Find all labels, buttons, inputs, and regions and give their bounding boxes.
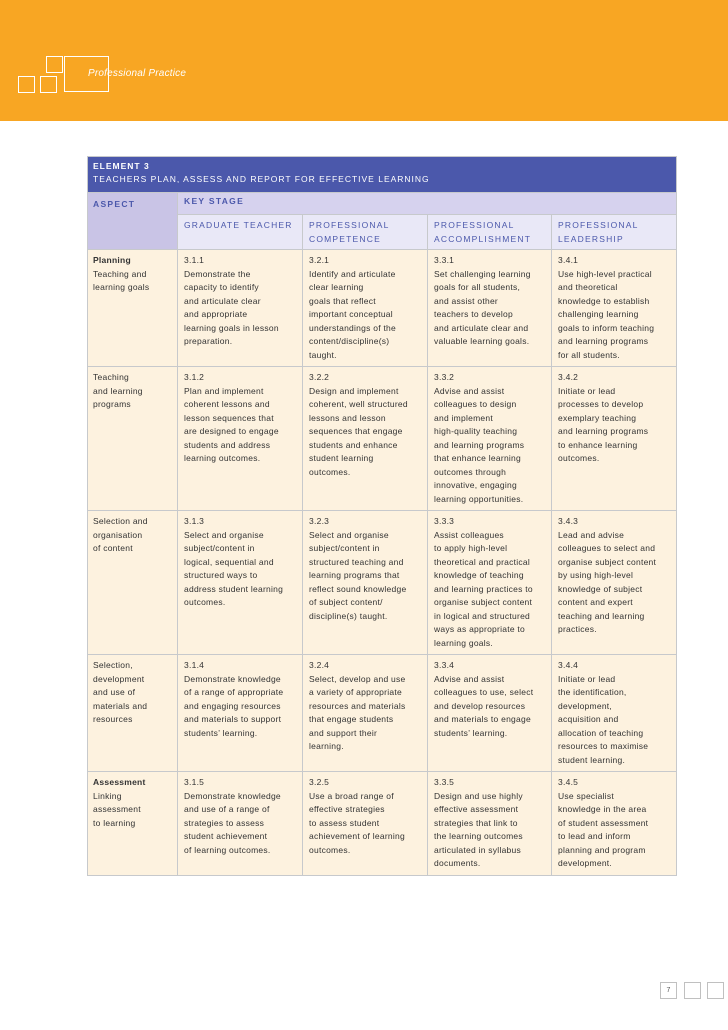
aspect-line: Selection,	[93, 660, 133, 670]
standard-line: ways as appropriate to	[434, 624, 526, 634]
standard-line: and materials to support	[184, 714, 282, 724]
standard-line: students’ learning.	[434, 727, 508, 738]
standard-code: 3.4.5	[558, 777, 579, 787]
stage-header	[428, 215, 552, 250]
standard-line: teachers to develop	[434, 309, 513, 319]
aspect-line: and learning	[93, 385, 143, 396]
standard-line: clear learning	[309, 282, 364, 292]
standard-line: of a range of appropriate	[184, 687, 284, 697]
standard-code: 3.3.2	[434, 372, 455, 382]
standard-line: knowledge in the area	[558, 804, 647, 814]
standard-line: coherent, well structured	[309, 399, 408, 409]
standard-code: 3.1.5	[184, 777, 205, 787]
table-row	[88, 250, 677, 367]
standard-cell	[552, 655, 677, 772]
standard-code: 3.2.2	[309, 372, 330, 382]
standard-line: practices.	[558, 624, 597, 634]
standard-line: articulated in syllabus	[434, 844, 522, 855]
aspect-cell	[88, 367, 178, 511]
standard-line: Lead and advise	[558, 529, 625, 540]
aspect-cell	[88, 655, 178, 772]
standard-line: and engaging resources	[184, 700, 281, 711]
aspect-title: Planning	[93, 255, 131, 265]
standard-line: Use high-level practical	[558, 268, 652, 279]
standard-line: outcomes.	[558, 453, 600, 463]
standard-line: and support their	[309, 727, 378, 738]
logo-square	[40, 76, 57, 93]
standard-line: a variety of appropriate	[309, 687, 402, 697]
standard-line: outcomes.	[184, 597, 226, 607]
standard-code: 3.2.1	[309, 255, 330, 265]
standard-code: 3.4.1	[558, 255, 579, 265]
standard-line: the identification,	[558, 687, 627, 697]
standard-code: 3.4.4	[558, 660, 579, 670]
standard-code: 3.3.1	[434, 255, 455, 265]
standard-cell	[552, 772, 677, 876]
section-label: Professional Practice	[88, 68, 187, 79]
standard-line: colleagues to use, select	[434, 687, 534, 697]
standard-cell	[178, 655, 303, 772]
standard-line: effective assessment	[434, 804, 519, 814]
standard-line: and develop resources	[434, 700, 526, 711]
aspect-cell	[88, 772, 178, 876]
standard-line: and theoretical	[558, 282, 618, 292]
standard-line: resources and materials	[309, 700, 406, 711]
standard-line: learning goals in lesson	[184, 322, 279, 333]
footer-box	[707, 982, 724, 999]
standard-line: sequences that engage	[309, 426, 403, 436]
standard-line: and articulate clear and	[434, 322, 529, 333]
standard-line: Plan and implement	[184, 385, 264, 396]
aspect-line: Linking	[93, 790, 122, 801]
standard-line: student achievement	[184, 831, 268, 841]
standard-code: 3.1.2	[184, 372, 205, 382]
standard-line: colleagues to design	[434, 399, 517, 409]
standard-line: teaching and learning	[558, 610, 645, 621]
standard-line: Select and organise	[309, 529, 389, 540]
stage-header-line: PROFESSIONAL	[558, 220, 639, 230]
standard-line: exemplary teaching	[558, 412, 637, 423]
standard-line: Select and organise	[184, 529, 264, 540]
standard-line: organise subject content	[434, 597, 533, 607]
standard-line: structured teaching and	[309, 556, 404, 567]
standard-line: the learning outcomes	[434, 831, 523, 841]
standard-line: acquisition and	[558, 714, 619, 724]
standard-line: preparation.	[184, 336, 233, 346]
standard-line: outcomes.	[309, 844, 351, 855]
standard-line: Initiate or lead	[558, 673, 616, 684]
standard-code: 3.4.2	[558, 372, 579, 382]
standard-line: understandings of the	[309, 322, 397, 333]
stage-header-line: PROFESSIONAL	[309, 220, 390, 230]
standard-line: learning programs that	[309, 570, 400, 580]
standard-cell	[428, 250, 552, 367]
standard-cell	[552, 367, 677, 511]
standard-line: to apply high-level	[434, 543, 508, 553]
standard-line: and appropriate	[184, 309, 248, 319]
aspect-cell	[88, 511, 178, 655]
standard-line: and articulate clear	[184, 295, 261, 306]
footer-box	[684, 982, 701, 999]
standard-line: outcomes.	[309, 466, 351, 477]
standard-line: subject/content in	[184, 543, 255, 553]
standard-code: 3.2.3	[309, 516, 330, 526]
standard-line: and learning practices to	[434, 583, 533, 594]
standard-line: strategies that link to	[434, 817, 518, 828]
standard-code: 3.2.4	[309, 660, 330, 670]
standard-line: student learning	[309, 453, 374, 463]
standard-line: theoretical and practical	[434, 556, 531, 567]
standard-line: Demonstrate the	[184, 268, 251, 279]
aspect-line: development	[93, 673, 145, 684]
standard-line: learning.	[309, 741, 344, 751]
standard-cell	[303, 367, 428, 511]
standard-line: development.	[558, 858, 613, 868]
standard-line: Design and implement	[309, 385, 399, 396]
standard-line: achievement of learning	[309, 831, 406, 841]
standard-line: of student assessment	[558, 817, 649, 828]
aspect-cell	[88, 250, 178, 367]
standard-line: lesson sequences that	[184, 412, 274, 423]
stage-header	[303, 215, 428, 250]
stage-header-line: PROFESSIONAL	[434, 220, 515, 230]
table-row	[88, 772, 677, 876]
standard-line: development,	[558, 700, 613, 711]
aspect-title: Assessment	[93, 777, 146, 787]
standard-line: goals for all students,	[434, 282, 521, 292]
standard-line: learning outcomes.	[184, 453, 261, 463]
standard-line: Select, develop and use	[309, 673, 406, 684]
standard-line: subject/content in	[309, 543, 380, 553]
standard-line: that engage students	[309, 714, 394, 724]
logo-square	[18, 76, 35, 93]
table-row	[88, 655, 677, 772]
standard-line: and materials to engage	[434, 714, 531, 724]
standard-line: Advise and assist	[434, 673, 505, 684]
standard-line: Identify and articulate	[309, 268, 396, 279]
standard-line: outcomes through	[434, 466, 507, 477]
aspect-header: ASPECT	[88, 193, 178, 250]
standard-line: learning goals.	[434, 637, 494, 648]
standard-line: that enhance learning	[434, 453, 522, 463]
standard-code: 3.2.5	[309, 777, 330, 787]
standard-code: 3.3.4	[434, 660, 455, 670]
standard-line: student learning.	[558, 754, 626, 765]
standard-line: to assess student	[309, 817, 380, 828]
element-title: TEACHERS PLAN, ASSESS AND REPORT FOR EFFECTIVE LEARNING	[93, 174, 430, 184]
aspect-line: materials and	[93, 700, 148, 711]
standard-line: of learning outcomes.	[184, 844, 271, 855]
standard-cell	[178, 250, 303, 367]
standard-line: documents.	[434, 858, 481, 868]
standard-line: Demonstrate knowledge	[184, 790, 281, 801]
standard-line: of subject content/	[309, 597, 383, 607]
standard-cell	[178, 511, 303, 655]
header-band	[0, 0, 728, 121]
standard-line: knowledge of subject	[558, 583, 643, 594]
standard-line: processes to develop	[558, 399, 644, 409]
page-number: 7	[660, 982, 677, 999]
standard-line: Design and use highly	[434, 790, 523, 801]
standard-line: and implement	[434, 412, 494, 423]
element-number: ELEMENT 3	[93, 161, 150, 171]
standard-line: valuable learning goals.	[434, 336, 530, 346]
standard-line: challenging learning	[558, 309, 639, 319]
standard-code: 3.1.3	[184, 516, 205, 526]
aspect-line: assessment	[93, 804, 141, 814]
standard-line: goals that reflect	[309, 295, 376, 306]
standard-code: 3.1.4	[184, 660, 205, 670]
aspect-line: programs	[93, 399, 131, 409]
standard-code: 3.1.1	[184, 255, 205, 265]
standard-cell	[303, 511, 428, 655]
standard-line: Use specialist	[558, 790, 614, 801]
aspect-line: Teaching	[93, 372, 130, 382]
standard-line: address student learning	[184, 583, 284, 594]
standard-line: content and expert	[558, 597, 633, 607]
standard-line: and use of a range of	[184, 804, 270, 814]
standard-line: Assist colleagues	[434, 529, 504, 540]
element-header	[88, 157, 677, 193]
logo-square	[46, 56, 63, 73]
standard-code: 3.3.3	[434, 516, 455, 526]
stage-header	[552, 215, 677, 250]
standard-line: resources to maximise	[558, 741, 649, 751]
standard-line: effective strategies	[309, 804, 385, 814]
standard-cell	[303, 772, 428, 876]
standard-cell	[303, 250, 428, 367]
aspect-line: to learning	[93, 817, 136, 828]
standard-line: students and address	[184, 439, 271, 450]
stage-header-line: LEADERSHIP	[558, 234, 624, 244]
standard-line: students’ learning.	[184, 727, 258, 738]
standard-line: by using high-level	[558, 570, 634, 580]
standard-line: in logical and structured	[434, 610, 531, 621]
standard-line: important conceptual	[309, 309, 393, 319]
standard-line: learning opportunities.	[434, 493, 524, 504]
stage-header-line: COMPETENCE	[309, 234, 381, 244]
standard-line: students and enhance	[309, 439, 398, 450]
table-row	[88, 367, 677, 511]
standard-line: and assist other	[434, 295, 499, 306]
standard-line: coherent lessons and	[184, 399, 270, 409]
standard-line: innovative, engaging	[434, 480, 517, 490]
aspect-line: Teaching and	[93, 268, 147, 279]
standard-line: are designed to engage	[184, 426, 279, 436]
standard-cell	[552, 250, 677, 367]
standard-line: content/discipline(s)	[309, 336, 390, 346]
standard-cell	[428, 772, 552, 876]
aspect-line: learning goals	[93, 282, 150, 292]
standard-line: capacity to identify	[184, 282, 259, 292]
standard-line: planning and program	[558, 844, 646, 855]
aspect-line: and use of	[93, 687, 136, 697]
standard-line: to lead and inform	[558, 831, 631, 841]
standard-line: knowledge of teaching	[434, 570, 524, 580]
standard-line: Use a broad range of	[309, 790, 394, 801]
standard-line: Set challenging learning	[434, 268, 531, 279]
standard-cell	[428, 511, 552, 655]
standard-line: to enhance learning	[558, 439, 638, 450]
standard-line: Advise and assist	[434, 385, 505, 396]
stage-header	[178, 215, 303, 250]
key-stage-header: KEY STAGE	[178, 193, 677, 215]
aspect-line: Selection and	[93, 516, 148, 526]
standard-line: Demonstrate knowledge	[184, 673, 281, 684]
standard-line: structured ways to	[184, 570, 258, 580]
standard-line: high-quality teaching	[434, 426, 518, 436]
standard-cell	[178, 772, 303, 876]
standard-line: colleagues to select and	[558, 543, 656, 553]
standard-line: and learning programs	[558, 336, 649, 346]
standard-cell	[428, 367, 552, 511]
standard-line: logical, sequential and	[184, 556, 274, 567]
element-table	[87, 156, 677, 876]
standard-line: knowledge to establish	[558, 295, 650, 306]
standard-line: reflect sound knowledge	[309, 583, 407, 594]
standard-line: and learning programs	[434, 439, 525, 450]
standard-cell	[303, 655, 428, 772]
stage-header-line: GRADUATE TEACHER	[184, 220, 293, 230]
standard-cell	[178, 367, 303, 511]
standard-line: Initiate or lead	[558, 385, 616, 396]
aspect-line: organisation	[93, 529, 143, 540]
standard-line: allocation of teaching	[558, 727, 644, 738]
standard-line: organise subject content	[558, 556, 657, 567]
standard-line: goals to inform teaching	[558, 322, 655, 333]
aspect-line: resources	[93, 714, 133, 724]
stage-header-line: ACCOMPLISHMENT	[434, 234, 532, 244]
table-row	[88, 511, 677, 655]
standard-line: strategies to assess	[184, 817, 265, 828]
standard-line: taught.	[309, 349, 337, 360]
aspect-line: of content	[93, 543, 133, 553]
standard-line: lessons and lesson	[309, 412, 386, 423]
standard-code: 3.4.3	[558, 516, 579, 526]
standard-line: discipline(s) taught.	[309, 610, 388, 621]
standard-line: for all students.	[558, 349, 620, 360]
standard-code: 3.3.5	[434, 777, 455, 787]
standard-cell	[552, 511, 677, 655]
standard-cell	[428, 655, 552, 772]
standard-line: and learning programs	[558, 426, 649, 436]
